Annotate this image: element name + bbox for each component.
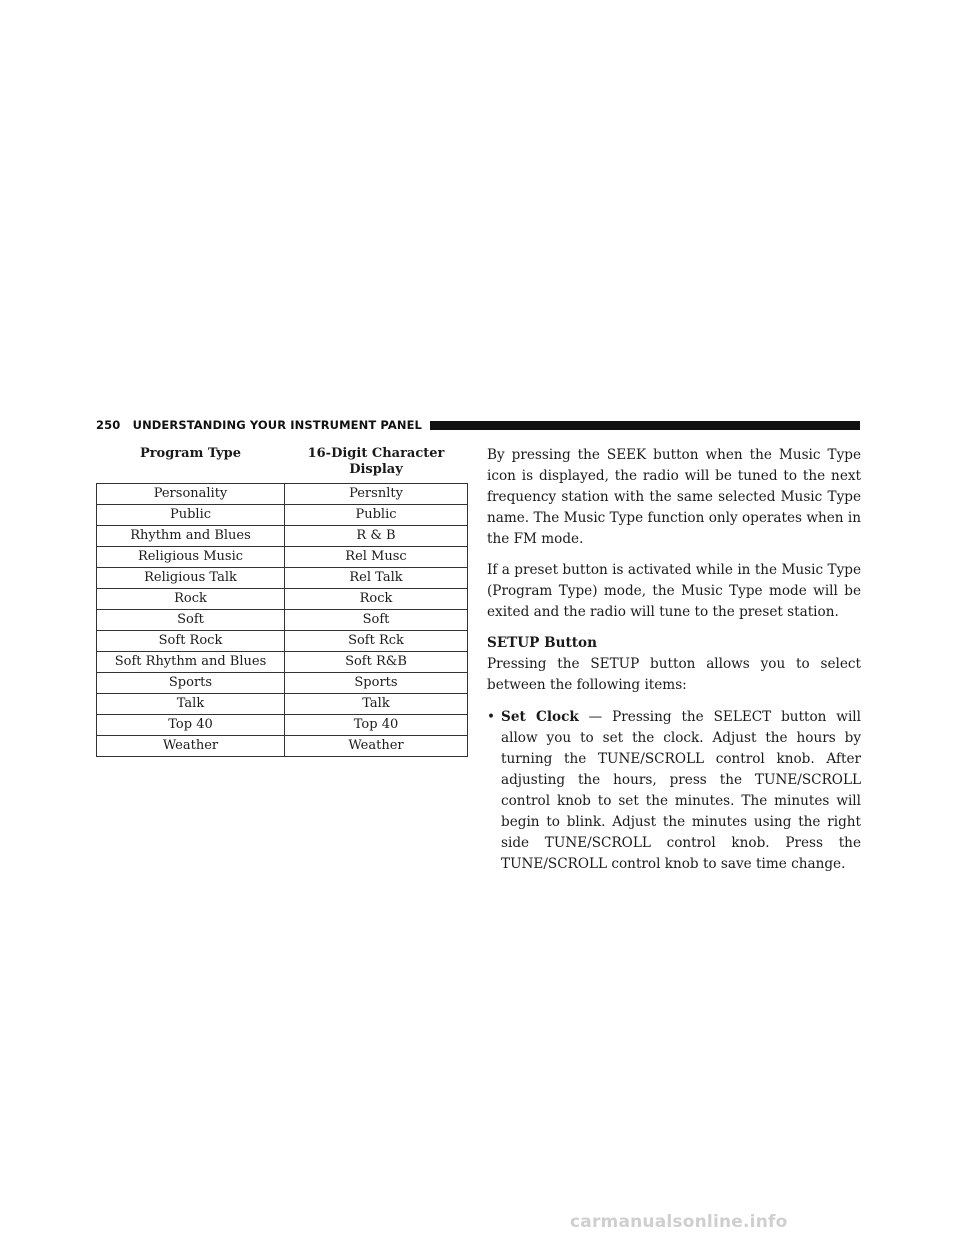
bullet-body xyxy=(501,707,861,875)
display-cell: Sports xyxy=(285,673,468,694)
table-row xyxy=(97,484,468,505)
table-row xyxy=(97,610,468,631)
display-cell: Top 40 xyxy=(285,715,468,736)
table-row xyxy=(97,673,468,694)
column-header-character-display: 16-Digit Character Display xyxy=(285,445,468,484)
table-row xyxy=(97,715,468,736)
display-cell: Persnlty xyxy=(285,484,468,505)
table-row xyxy=(97,505,468,526)
program-type-cell: Religious Music xyxy=(97,547,285,568)
display-cell: Weather xyxy=(285,736,468,757)
page-number: 250 xyxy=(96,418,121,432)
program-type-cell: Religious Talk xyxy=(97,568,285,589)
table-row xyxy=(97,652,468,673)
list-item xyxy=(487,707,861,875)
program-type-cell: Soft Rock xyxy=(97,631,285,652)
program-type-cell: Soft Rhythm and Blues xyxy=(97,652,285,673)
page-header xyxy=(96,418,860,432)
display-cell: Soft Rck xyxy=(285,631,468,652)
column-header-program-type: Program Type xyxy=(97,445,285,484)
table-row xyxy=(97,547,468,568)
display-cell: Rock xyxy=(285,589,468,610)
bullet-term: Set Clock xyxy=(501,709,579,725)
setup-heading: SETUP Button xyxy=(487,635,597,651)
header-rule xyxy=(430,421,860,430)
table-row xyxy=(97,589,468,610)
page-number-and-title xyxy=(96,418,422,432)
table-row xyxy=(97,694,468,715)
display-cell: Soft xyxy=(285,610,468,631)
section-title: UNDERSTANDING YOUR INSTRUMENT PANEL xyxy=(132,418,422,432)
program-type-cell: Talk xyxy=(97,694,285,715)
display-cell: Talk xyxy=(285,694,468,715)
table-row xyxy=(97,736,468,757)
table-header-row xyxy=(97,445,468,484)
program-type-table-wrap xyxy=(96,445,468,757)
program-type-cell: Weather xyxy=(97,736,285,757)
program-type-table xyxy=(96,445,468,757)
paragraph-preset: If a preset button is activated while in the Music Type (Program Type) mode, the Music Type mode will be exited and the radio will tune to the preset station. xyxy=(487,562,861,620)
program-type-cell: Public xyxy=(97,505,285,526)
bullet-text: — Pressing the SELECT button will allow you to set the clock. Adjust the hours by turning the TUNE/SCROLL control knob. After adjusting the hours, press the TUNE/SCROLL control knob to set the minutes. The minutes will begin to blink. Adjust the minutes using the right side TUNE/SCROLL control knob. Press the TUNE/SCROLL control knob to save time change. xyxy=(501,709,861,872)
program-type-cell: Top 40 xyxy=(97,715,285,736)
table-row xyxy=(97,526,468,547)
program-type-cell: Rhythm and Blues xyxy=(97,526,285,547)
watermark: carmanualsonline.info xyxy=(570,1212,788,1232)
display-cell: Rel Musc xyxy=(285,547,468,568)
program-type-cell: Rock xyxy=(97,589,285,610)
body-text-column xyxy=(487,445,861,875)
display-cell: Rel Talk xyxy=(285,568,468,589)
table-row xyxy=(97,568,468,589)
display-cell: Soft R&B xyxy=(285,652,468,673)
paragraph-seek: By pressing the SEEK button when the Music Type icon is displayed, the radio will be tuned to the next frequency station with the same selected Music Type name. The Music Type function only operates when in the FM mode. xyxy=(487,447,861,547)
program-type-cell: Personality xyxy=(97,484,285,505)
program-type-cell: Sports xyxy=(97,673,285,694)
bullet-icon: • xyxy=(487,709,496,725)
display-cell: Public xyxy=(285,505,468,526)
display-cell: R & B xyxy=(285,526,468,547)
table-row xyxy=(97,631,468,652)
program-type-cell: Soft xyxy=(97,610,285,631)
setup-intro: Pressing the SETUP button allows you to select between the following items: xyxy=(487,656,861,693)
